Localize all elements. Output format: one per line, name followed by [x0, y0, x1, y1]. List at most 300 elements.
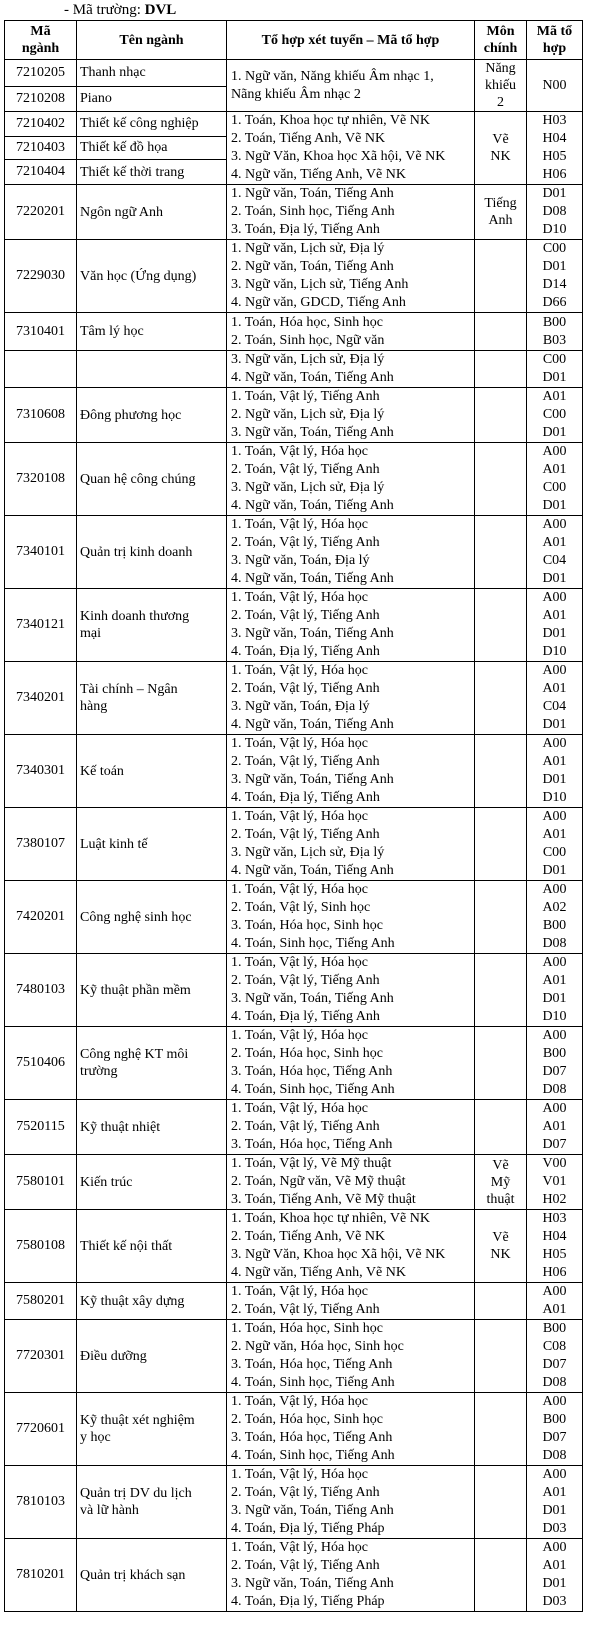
- combination-code: C04: [542, 699, 567, 714]
- combination-code: D03: [542, 1521, 567, 1536]
- table-row: [5, 388, 583, 443]
- combination-codes: [527, 240, 583, 313]
- combination-item: 2. Toán, Sinh học, Ngữ văn: [231, 332, 385, 348]
- combination-code: V00: [542, 1156, 567, 1171]
- major-code: 7210403: [5, 136, 77, 160]
- combination-code: D08: [542, 1082, 567, 1097]
- table-row: [5, 240, 583, 313]
- main-subject: [475, 240, 527, 313]
- combination-item: 1. Toán, Vật lý, Hóa học: [231, 882, 368, 897]
- combination-item: 2. Ngữ văn, Hóa học, Sinh học: [231, 1339, 404, 1354]
- combination-code: C08: [542, 1339, 567, 1354]
- combination-item: 4. Toán, Địa lý, Tiếng Pháp: [231, 1594, 385, 1609]
- main-subject: Vẽ NK: [475, 112, 527, 185]
- combination-list: [227, 1466, 475, 1539]
- combination-codes: [527, 808, 583, 881]
- major-name: Quản trị DV du lịch và lữ hành: [77, 1466, 227, 1539]
- combination-item: 2. Toán, Vật lý, Tiếng Anh: [231, 535, 380, 550]
- table-row: [5, 351, 583, 388]
- combination-code: A00: [542, 882, 567, 897]
- table-row: [5, 1466, 583, 1539]
- combination-item: 1. Toán, Vật lý, Tiếng Anh: [231, 389, 380, 404]
- combination-code: B00: [542, 1321, 567, 1336]
- combination-code: A00: [542, 590, 567, 605]
- combination-item: 1. Toán, Khoa học tự nhiên, Vẽ NK: [231, 113, 430, 128]
- main-subject: [475, 443, 527, 516]
- major-code: 7210402: [5, 112, 77, 137]
- combination-item: 1. Toán, Vật lý, Hóa học: [231, 1101, 368, 1116]
- combination-code: A00: [542, 736, 567, 751]
- combination-item: 3. Ngữ văn, Lịch sử, Tiếng Anh: [231, 277, 409, 292]
- combination-item: 4. Toán, Sinh học, Tiếng Anh: [231, 1082, 395, 1097]
- combination-item: 4. Ngữ văn, Toán, Tiếng Anh: [231, 863, 394, 878]
- main-subject: [475, 589, 527, 662]
- combination-item: 3. Toán, Hóa học, Tiếng Anh: [231, 1064, 393, 1079]
- combination-code: D01: [542, 1503, 567, 1518]
- table-row: [5, 1100, 583, 1155]
- combination-item: 3. Ngữ văn, Toán, Tiếng Anh: [231, 991, 394, 1006]
- combination-list: [227, 1155, 475, 1210]
- combination-code: D01: [542, 863, 567, 878]
- combination-code: A00: [542, 1101, 567, 1116]
- table-row: [5, 808, 583, 881]
- main-subject: [475, 388, 527, 443]
- combination-list: [227, 240, 475, 313]
- combination-codes: [527, 60, 583, 112]
- combination-item: 4. Toán, Địa lý, Tiếng Anh: [231, 1009, 380, 1024]
- combination-code: H03: [542, 113, 567, 128]
- combination-code: H04: [542, 131, 567, 146]
- combination-item: 2. Toán, Hóa học, Sinh học: [231, 1046, 383, 1061]
- combination-code: A00: [542, 1540, 567, 1555]
- table-row: [5, 112, 583, 137]
- combination-code: D08: [542, 936, 567, 951]
- combination-code: A01: [542, 462, 567, 477]
- combination-item: 1. Toán, Hóa học, Sinh học: [231, 314, 383, 330]
- major-name: Kế toán: [77, 735, 227, 808]
- combination-item: 1. Toán, Vật lý, Hóa học: [231, 1394, 368, 1409]
- main-subject: [475, 881, 527, 954]
- major-code: 7340301: [5, 735, 77, 808]
- combination-list: [227, 1393, 475, 1466]
- combination-code: A01: [542, 1119, 567, 1134]
- major-code: 7510406: [5, 1027, 77, 1100]
- combination-code: D01: [542, 626, 567, 641]
- combination-list: [227, 351, 475, 388]
- combination-item: 4. Toán, Địa lý, Tiếng Anh: [231, 790, 380, 805]
- combination-codes: [527, 1320, 583, 1393]
- combination-code: H02: [542, 1192, 567, 1207]
- school-code-line: [64, 0, 176, 20]
- combination-codes: [527, 1155, 583, 1210]
- major-name: Kỹ thuật nhiệt: [77, 1100, 227, 1155]
- header-combinations: Tổ hợp xét tuyển – Mã tổ hợp: [227, 21, 475, 60]
- combination-code: A01: [542, 973, 567, 988]
- combination-list: [227, 1283, 475, 1320]
- combination-item: 1. Toán, Khoa học tự nhiên, Vẽ NK: [231, 1211, 430, 1226]
- major-name: Piano: [77, 86, 227, 111]
- major-name: Kỹ thuật xét nghiệm y học: [77, 1393, 227, 1466]
- combination-code: A00: [542, 955, 567, 970]
- combination-item: 3. Ngữ văn, Lịch sử, Địa lý: [231, 480, 385, 495]
- major-code: 7720301: [5, 1320, 77, 1393]
- major-code: 7340201: [5, 662, 77, 735]
- table-row: [5, 954, 583, 1027]
- major-name: Quan hệ công chúng: [77, 443, 227, 516]
- combination-item: 1. Ngữ văn, Lịch sử, Địa lý: [231, 241, 385, 256]
- major-name: Thiết kế công nghiệp: [77, 112, 227, 137]
- main-subject: Vẽ NK: [475, 1210, 527, 1283]
- combination-codes: [527, 1466, 583, 1539]
- table-row: [5, 1210, 583, 1283]
- major-code: 7310608: [5, 388, 77, 443]
- combination-code: A01: [542, 1558, 567, 1573]
- major-code: 7580201: [5, 1283, 77, 1320]
- combination-item: 1. Toán, Vật lý, Hóa học: [231, 955, 368, 970]
- combination-code: D10: [542, 644, 567, 659]
- combination-code: A00: [542, 1394, 567, 1409]
- combination-list: [227, 735, 475, 808]
- major-name: Kỹ thuật phần mềm: [77, 954, 227, 1027]
- major-name: Đông phương học: [77, 388, 227, 443]
- combination-item: 2. Toán, Vật lý, Tiếng Anh: [231, 754, 380, 769]
- combination-code: D01: [542, 717, 567, 732]
- major-code: 7810201: [5, 1539, 77, 1612]
- combination-item: 2. Toán, Vật lý, Tiếng Anh: [231, 827, 380, 842]
- major-name: Thiết kế thời trang: [77, 160, 227, 185]
- major-name: Công nghệ KT môi trường: [77, 1027, 227, 1100]
- combination-list: [227, 1027, 475, 1100]
- main-subject: [475, 1539, 527, 1612]
- combination-item: 2. Toán, Vật lý, Tiếng Anh: [231, 1302, 380, 1317]
- combination-item: 1. Ngữ văn, Năng khiếu Âm nhạc 1,: [231, 68, 434, 84]
- table-row: [5, 735, 583, 808]
- combination-item: 3. Ngữ Văn, Khoa học Xã hội, Vẽ NK: [231, 1247, 446, 1262]
- combination-list: [227, 185, 475, 240]
- combination-list: [227, 388, 475, 443]
- combination-item: 4. Ngữ văn, GDCD, Tiếng Anh: [231, 295, 406, 310]
- combination-item: 1. Toán, Vật lý, Hóa học: [231, 1467, 368, 1482]
- combination-code: D07: [542, 1137, 567, 1152]
- major-code: 7580101: [5, 1155, 77, 1210]
- combination-code: V01: [542, 1174, 567, 1189]
- combination-codes: [527, 313, 583, 351]
- major-name: Quản trị khách sạn: [77, 1539, 227, 1612]
- combination-item: 3. Ngữ văn, Toán, Địa lý: [231, 553, 370, 568]
- combination-item: 3. Ngữ văn, Lịch sử, Địa lý: [231, 352, 385, 367]
- main-subject: [475, 1027, 527, 1100]
- major-code: 7229030: [5, 240, 77, 313]
- major-code: 7720601: [5, 1393, 77, 1466]
- header-combination-code: Mã tổ hợp: [527, 21, 583, 60]
- combination-code: H06: [542, 167, 567, 182]
- major-name: Luật kinh tế: [77, 808, 227, 881]
- table-row: [5, 516, 583, 589]
- table-row: [5, 589, 583, 662]
- combination-list: [227, 1539, 475, 1612]
- combination-code: D10: [542, 1009, 567, 1024]
- combination-item: 3. Ngữ văn, Toán, Tiếng Anh: [231, 1576, 394, 1591]
- major-code: 7340121: [5, 589, 77, 662]
- combination-item: 3. Ngữ văn, Toán, Tiếng Anh: [231, 1503, 394, 1518]
- combination-item: 2. Toán, Tiếng Anh, Vẽ NK: [231, 131, 386, 146]
- main-subject: [475, 1393, 527, 1466]
- combination-code: A00: [542, 1467, 567, 1482]
- combination-code: H05: [542, 1247, 567, 1262]
- combination-codes: [527, 735, 583, 808]
- combination-item: 1. Ngữ văn, Toán, Tiếng Anh: [231, 186, 394, 201]
- major-code: 7210208: [5, 86, 77, 111]
- combination-item: 2. Toán, Vật lý, Tiếng Anh: [231, 1558, 380, 1573]
- major-name: Quản trị kinh doanh: [77, 516, 227, 589]
- table-row: [5, 662, 583, 735]
- table-row: [5, 881, 583, 954]
- main-subject: [475, 954, 527, 1027]
- combination-codes: [527, 112, 583, 185]
- combination-item: 3. Ngữ văn, Toán, Tiếng Anh: [231, 626, 394, 641]
- major-code: 7220201: [5, 185, 77, 240]
- major-code: 7420201: [5, 881, 77, 954]
- table-row: [5, 313, 583, 351]
- combination-list: [227, 443, 475, 516]
- combination-code: H03: [542, 1211, 567, 1226]
- combination-code: A01: [542, 1302, 567, 1317]
- combination-code: D08: [542, 204, 567, 219]
- main-subject: Tiếng Anh: [475, 185, 527, 240]
- combination-item: 3. Ngữ Văn, Khoa học Xã hội, Vẽ NK: [231, 149, 446, 164]
- combination-item: 1. Toán, Vật lý, Hóa học: [231, 590, 368, 605]
- major-code: 7380107: [5, 808, 77, 881]
- table-row: [5, 60, 583, 87]
- combination-item: 4. Ngữ văn, Toán, Tiếng Anh: [231, 498, 394, 513]
- combination-list: [227, 589, 475, 662]
- table-row: [5, 1155, 583, 1210]
- combination-codes: [527, 662, 583, 735]
- combination-item: 4. Ngữ văn, Toán, Tiếng Anh: [231, 571, 394, 586]
- combination-code: D01: [542, 991, 567, 1006]
- combination-code: D03: [542, 1594, 567, 1609]
- combination-item: 2. Toán, Vật lý, Sinh học: [231, 900, 371, 915]
- table-row: [5, 1393, 583, 1466]
- combination-item: 2. Toán, Vật lý, Tiếng Anh: [231, 462, 380, 477]
- combination-item: 2. Toán, Vật lý, Tiếng Anh: [231, 608, 380, 623]
- school-code-value: DVL: [144, 2, 177, 18]
- combination-code: A00: [542, 444, 567, 459]
- combination-code: D07: [542, 1064, 567, 1079]
- combination-item: 3. Toán, Tiếng Anh, Vẽ Mỹ thuật: [231, 1192, 416, 1207]
- combination-codes: [527, 351, 583, 388]
- combination-list: [227, 60, 475, 112]
- combination-code: D01: [542, 498, 567, 513]
- combination-list: [227, 808, 475, 881]
- combination-item: 4. Ngữ văn, Tiếng Anh, Vẽ NK: [231, 1265, 406, 1280]
- combination-list: [227, 1210, 475, 1283]
- table-row: [5, 1320, 583, 1393]
- combination-codes: [527, 589, 583, 662]
- combination-codes: [527, 1027, 583, 1100]
- admission-table: [4, 20, 583, 1612]
- combination-code: D01: [542, 186, 567, 201]
- combination-codes: [527, 185, 583, 240]
- combination-code: D07: [542, 1357, 567, 1372]
- combination-item: 2. Toán, Vật lý, Tiếng Anh: [231, 973, 380, 988]
- major-name: Công nghệ sinh học: [77, 881, 227, 954]
- combination-code: D01: [542, 425, 567, 440]
- combination-code: A01: [542, 1485, 567, 1500]
- combination-code: N00: [542, 77, 567, 93]
- combination-code: A01: [542, 608, 567, 623]
- combination-item: 1. Toán, Vật lý, Hóa học: [231, 736, 368, 751]
- combination-code: H05: [542, 149, 567, 164]
- combination-code: A02: [542, 900, 567, 915]
- combination-codes: [527, 1210, 583, 1283]
- combination-code: D14: [542, 277, 567, 292]
- table-body: [5, 60, 583, 1612]
- major-code: 7520115: [5, 1100, 77, 1155]
- combination-item: 4. Ngữ văn, Tiếng Anh, Vẽ NK: [231, 167, 406, 182]
- combination-item: 4. Toán, Sinh học, Tiếng Anh: [231, 1448, 395, 1463]
- combination-item: 1. Toán, Vật lý, Hóa học: [231, 1284, 368, 1299]
- combination-item: 3. Ngữ văn, Toán, Địa lý: [231, 699, 370, 714]
- combination-item: 4. Toán, Sinh học, Tiếng Anh: [231, 936, 395, 951]
- combination-code: B00: [542, 314, 567, 330]
- major-code: 7210205: [5, 60, 77, 87]
- main-subject: [475, 808, 527, 881]
- combination-item: 2. Toán, Vật lý, Tiếng Anh: [231, 1119, 380, 1134]
- major-code: 7340101: [5, 516, 77, 589]
- combination-code: D10: [542, 222, 567, 237]
- major-code: 7210404: [5, 160, 77, 185]
- major-name: Kiến trúc: [77, 1155, 227, 1210]
- combination-codes: [527, 388, 583, 443]
- combination-item: 2. Ngữ văn, Lịch sử, Địa lý: [231, 407, 385, 422]
- combination-item: 1. Toán, Vật lý, Hóa học: [231, 809, 368, 824]
- combination-code: C00: [542, 407, 567, 422]
- combination-list: [227, 881, 475, 954]
- combination-code: D07: [542, 1430, 567, 1445]
- combination-item: 3. Toán, Hóa học, Tiếng Anh: [231, 1137, 393, 1152]
- combination-list: [227, 1320, 475, 1393]
- major-name: Ngôn ngữ Anh: [77, 185, 227, 240]
- combination-item: 1. Toán, Vật lý, Vẽ Mỹ thuật: [231, 1156, 392, 1171]
- major-name: [77, 351, 227, 388]
- combination-item: 2. Toán, Sinh học, Tiếng Anh: [231, 204, 395, 219]
- main-subject: [475, 351, 527, 388]
- combination-item: 1. Toán, Vật lý, Hóa học: [231, 517, 368, 532]
- combination-list: [227, 112, 475, 185]
- combination-code: A01: [542, 827, 567, 842]
- main-subject: Năng khiếu 2: [475, 60, 527, 112]
- combination-item: 4. Toán, Địa lý, Tiếng Anh: [231, 644, 380, 659]
- combination-item: 3. Toán, Địa lý, Tiếng Anh: [231, 222, 380, 237]
- combination-item: 2. Toán, Vật lý, Tiếng Anh: [231, 1485, 380, 1500]
- combination-codes: [527, 1393, 583, 1466]
- major-code: 7480103: [5, 954, 77, 1027]
- combination-code: A01: [542, 681, 567, 696]
- combination-item: 2. Toán, Vật lý, Tiếng Anh: [231, 681, 380, 696]
- major-name: Tài chính – Ngân hàng: [77, 662, 227, 735]
- combination-item: 3. Ngữ văn, Lịch sử, Địa lý: [231, 845, 385, 860]
- combination-code: A00: [542, 1028, 567, 1043]
- combination-code: B00: [542, 1046, 567, 1061]
- combination-code: D10: [542, 790, 567, 805]
- combination-item: 1. Toán, Vật lý, Hóa học: [231, 1540, 368, 1555]
- table-row: [5, 1027, 583, 1100]
- table-header-row: [5, 21, 583, 60]
- combination-list: [227, 1100, 475, 1155]
- combination-list: [227, 516, 475, 589]
- combination-code: A00: [542, 1284, 567, 1299]
- major-code: [5, 351, 77, 388]
- table-row: [5, 443, 583, 516]
- main-subject: [475, 1283, 527, 1320]
- major-name: Thanh nhạc: [77, 60, 227, 87]
- combination-code: H06: [542, 1265, 567, 1280]
- combination-code: D01: [542, 259, 567, 274]
- combination-item: 2. Toán, Tiếng Anh, Vẽ NK: [231, 1229, 386, 1244]
- major-name: Kinh doanh thương mại: [77, 589, 227, 662]
- combination-code: C00: [542, 352, 567, 367]
- combination-code: D66: [542, 295, 567, 310]
- combination-list: [227, 313, 475, 351]
- combination-code: D08: [542, 1448, 567, 1463]
- combination-item: 3. Toán, Hóa học, Tiếng Anh: [231, 1430, 393, 1445]
- combination-item: 3. Toán, Hóa học, Sinh học: [231, 918, 383, 933]
- combination-code: C00: [542, 845, 567, 860]
- combination-codes: [527, 1100, 583, 1155]
- combination-item: 4. Toán, Sinh học, Tiếng Anh: [231, 1375, 395, 1390]
- school-code-label: - Mã trường:: [64, 2, 145, 18]
- combination-item: 4. Ngữ văn, Toán, Tiếng Anh: [231, 717, 394, 732]
- major-code: 7310401: [5, 313, 77, 351]
- header-major-name: Tên ngành: [77, 21, 227, 60]
- header-major-code: Mã ngành: [5, 21, 77, 60]
- major-name: Thiết kế đồ họa: [77, 136, 227, 160]
- combination-code: D01: [542, 370, 567, 385]
- combination-code: B00: [542, 1412, 567, 1427]
- header-main-subject: Môn chính: [475, 21, 527, 60]
- combination-code: D01: [542, 772, 567, 787]
- combination-codes: [527, 954, 583, 1027]
- combination-codes: [527, 1539, 583, 1612]
- combination-item: 1. Toán, Hóa học, Sinh học: [231, 1321, 383, 1336]
- combination-list: [227, 662, 475, 735]
- main-subject: [475, 1466, 527, 1539]
- major-name: Tâm lý học: [77, 313, 227, 351]
- combination-item: 3. Ngữ văn, Toán, Tiếng Anh: [231, 425, 394, 440]
- combination-item: 2. Toán, Hóa học, Sinh học: [231, 1412, 383, 1427]
- major-code: 7810103: [5, 1466, 77, 1539]
- combination-item: 4. Ngữ văn, Toán, Tiếng Anh: [231, 370, 394, 385]
- table-row: [5, 185, 583, 240]
- table-row: [5, 1283, 583, 1320]
- combination-code: A01: [542, 754, 567, 769]
- main-subject: [475, 662, 527, 735]
- combination-codes: [527, 1283, 583, 1320]
- combination-item: 1. Toán, Vật lý, Hóa học: [231, 663, 368, 678]
- combination-item: Nãng khiếu Âm nhạc 2: [231, 86, 361, 102]
- combination-code: A01: [542, 535, 567, 550]
- combination-item: 1. Toán, Vật lý, Hóa học: [231, 1028, 368, 1043]
- combination-item: 4. Toán, Địa lý, Tiếng Pháp: [231, 1521, 385, 1536]
- combination-code: C00: [542, 241, 567, 256]
- combination-code: D01: [542, 1576, 567, 1591]
- combination-code: H04: [542, 1229, 567, 1244]
- main-subject: Vẽ Mỹ thuật: [475, 1155, 527, 1210]
- major-name: Thiết kế nội thất: [77, 1210, 227, 1283]
- main-subject: [475, 313, 527, 351]
- major-code: 7580108: [5, 1210, 77, 1283]
